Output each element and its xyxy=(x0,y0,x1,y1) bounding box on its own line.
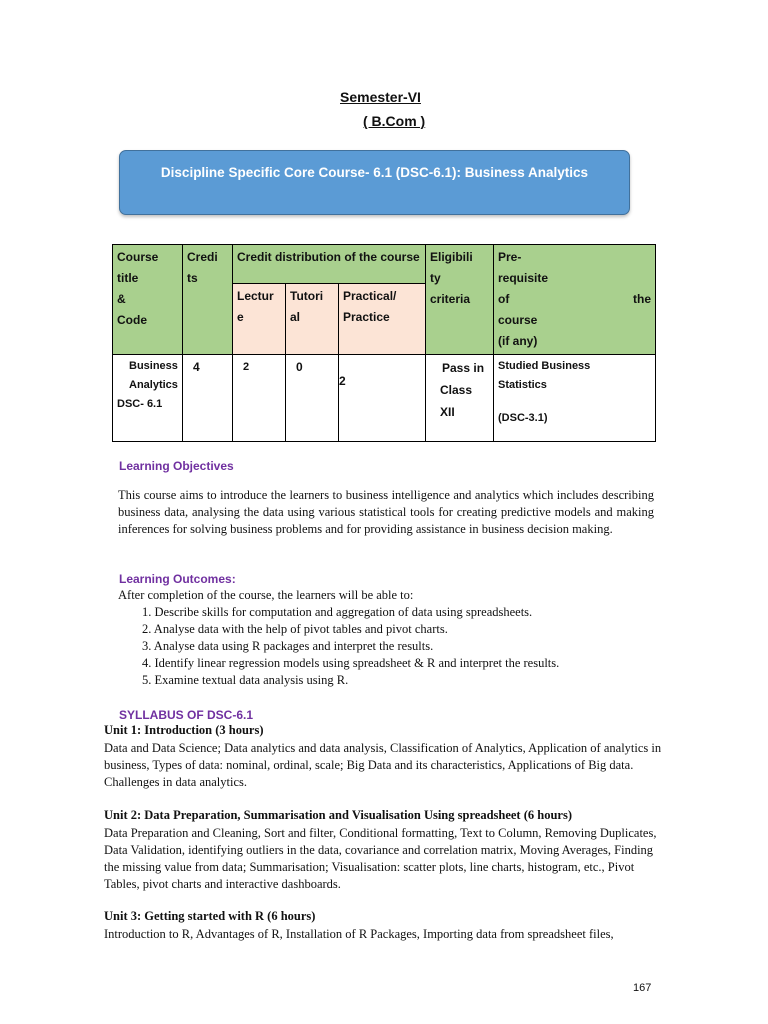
header-practical: Practical/ Practice xyxy=(339,284,426,355)
cell-credits: 4 xyxy=(183,355,233,442)
unit-1-title: Unit 1: Introduction (3 hours) xyxy=(104,723,264,737)
unit-1-body: Data and Data Science; Data analytics and data analysis, Classification of Analytics, Application of analytics in business, Types of data: nominal, ordinal, scale; Big Data and its characteristics, Applications of Big data. Challenges in data analytics. xyxy=(104,741,662,789)
list-item: 4. Identify linear regression models using spreadsheet & R and interpret the results. xyxy=(142,656,560,670)
course-banner xyxy=(119,150,630,215)
list-item: 5. Examine textual data analysis using R. xyxy=(142,673,349,687)
unit-3-body: Introduction to R, Advantages of R, Installation of R Packages, Importing data from spreadsheet files, xyxy=(104,927,614,941)
learning-outcomes-intro: After completion of the course, the learners will be able to: xyxy=(118,588,414,602)
list-item: 1. Describe skills for computation and aggregation of data using spreadsheets. xyxy=(142,605,533,619)
list-item: 2. Analyse data with the help of pivot tables and pivot charts. xyxy=(142,622,448,636)
page-number: 167 xyxy=(633,982,652,994)
program-subtitle: ( B.Com ) xyxy=(363,113,426,129)
cell-prerequisite: Studied Business Statistics (DSC-3.1) xyxy=(494,355,656,442)
header-credit-distribution: Credit distribution of the course xyxy=(233,245,426,284)
learning-outcomes-heading: Learning Outcomes: xyxy=(119,572,236,586)
unit-2-body: Data Preparation and Cleaning, Sort and filter, Conditional formatting, Text to Column, Removing Duplicates, Data Validation, identifying outliers in the data, covariance and correlation matrix, Moving Averages, Finding the missing value from data; Summarisation; Visualisation: scatter plots, line charts, histogram, etc., Pivot Tables, pivot charts and interactive dashboards. xyxy=(104,826,657,891)
table-row xyxy=(113,355,656,442)
header-tutorial: Tutori al xyxy=(286,284,339,355)
list-item: 3. Analyse data using R packages and interpret the results. xyxy=(142,639,434,653)
cell-practical: 2 xyxy=(339,355,426,442)
syllabus-heading: SYLLABUS OF DSC-6.1 xyxy=(119,708,254,722)
learning-objectives-heading: Learning Objectives xyxy=(119,459,234,473)
header-prerequisite: Pre- requisite of the course (if any) xyxy=(494,245,656,355)
unit-3-title: Unit 3: Getting started with R (6 hours) xyxy=(104,909,316,923)
header-credits: Credi ts xyxy=(183,245,233,355)
learning-objectives-text: This course aims to introduce the learners to business intelligence and analytics which includes describing business data, analysing the data using various statistical tools for creating predictive models and making inferences for solving business problems and for providing assistance in business decision making. xyxy=(118,488,654,536)
header-course-title: Course title & Code xyxy=(113,245,183,355)
learning-outcomes-list xyxy=(142,604,559,689)
course-banner-title: Discipline Specific Core Course- 6.1 (DSC-6.1): Business Analytics xyxy=(160,165,589,180)
cell-course-title: Business Analytics DSC- 6.1 xyxy=(113,355,183,442)
cell-lecture: 2 xyxy=(233,355,286,442)
header-lecture: Lectur e xyxy=(233,284,286,355)
semester-title: Semester-VI xyxy=(340,89,421,105)
cell-eligibility: Pass in Class XII xyxy=(426,355,494,442)
course-details-table xyxy=(112,244,656,442)
table-header-row xyxy=(113,245,656,284)
unit-2-title: Unit 2: Data Preparation, Summarisation and Visualisation Using spreadsheet (6 hours) xyxy=(104,808,572,822)
cell-tutorial: 0 xyxy=(286,355,339,442)
header-eligibility: Eligibili ty criteria xyxy=(426,245,494,355)
